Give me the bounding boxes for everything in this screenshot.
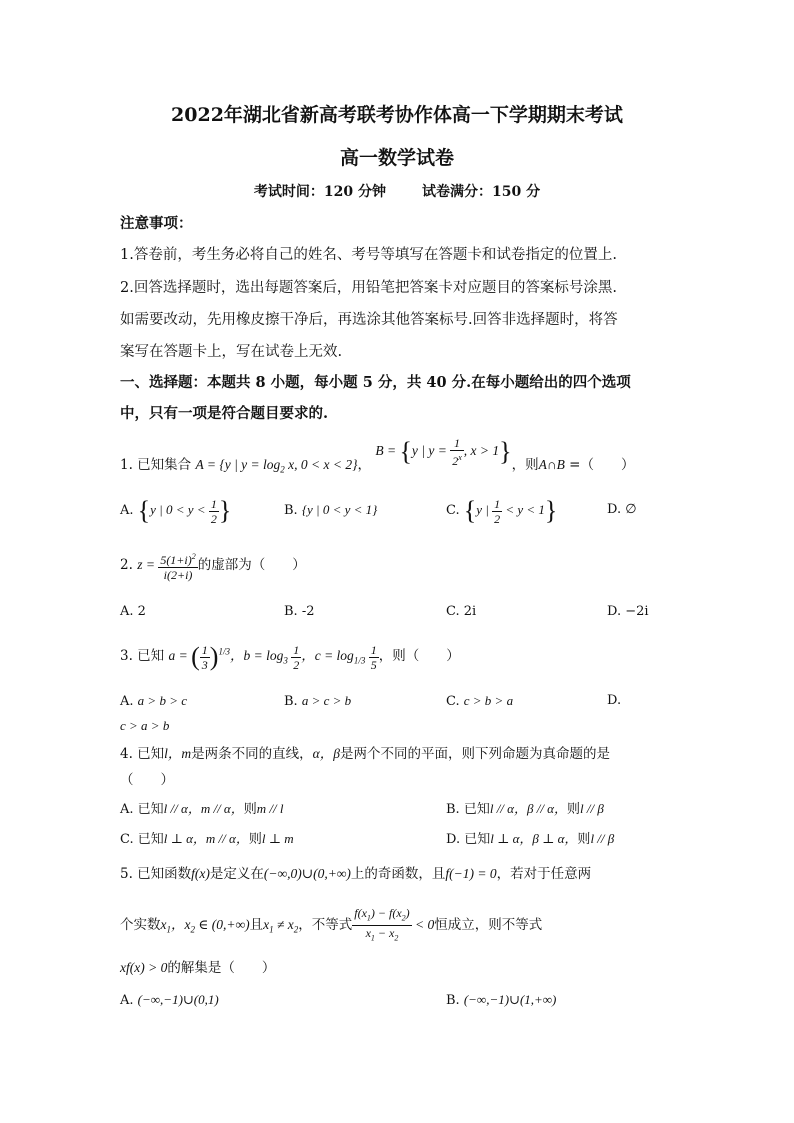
question-1: 1. 已知集合 A = {y | $y = \log_2 x$, 0 < x < 2}， B = {y | y = $\frac{1}{2^x}$ , x > 1}，则A∩B =（ ） [120, 436, 635, 475]
q4-option-a: A. 已知l // α，m // α，则m // l [120, 801, 284, 817]
q4-option-d: D. 已知l ⊥ α，β ⊥ α，则l // β [446, 831, 615, 847]
q3-option-b: B. a > c > b [284, 693, 352, 709]
note-2c: 案写在答题卡上，写在试卷上无效. [120, 344, 343, 360]
q3-option-d-value: c > a > b [120, 718, 170, 733]
q1-option-c: C. {y | $\frac{1}{2}$ < y < 1} [446, 496, 558, 526]
section1-line2: 中，只有一项是符合题目要求的. [120, 405, 329, 422]
exam-time: 考试时间：120 分钟 [253, 184, 386, 200]
q2-option-a: A. 2 [120, 604, 146, 619]
note-1: 1.答卷前，考生务必将自己的姓名、考号等填写在答题卡和试卷指定的位置上. [120, 247, 617, 263]
q2-option-c: C. 2i [446, 604, 477, 619]
question-5: 5. 已知函数f(x)是定义在(−∞,0)∪(0,+∞)上的奇函数，且f(−1) = 0，若对于任意两 [120, 866, 592, 882]
question-4-tail: （ ） [120, 772, 174, 788]
notes-heading: 注意事项： [120, 215, 193, 232]
question-5-line3: xf(x) > 0的解集是（ ） [120, 960, 276, 976]
question-4: 4. 已知l，m是两条不同的直线，α，β是两个不同的平面，则下列命题为真命题的是 [120, 746, 610, 762]
q1-option-a: A. {y | 0 < y < $\frac{1}{2}$ } [120, 496, 232, 526]
question-5-line2: 个实数$x_1$，$x_2$ ∈ (0,+∞)且$x_1 \ne x_2$，不等式 $\frac{f(x_1) - f(x_2)}{x_1 - x_2}$ < 0恒成立，则不等式 [120, 906, 543, 943]
q1-option-d: D. ∅ [607, 502, 637, 517]
q3-option-d: D. [607, 693, 622, 708]
q3-option-c: C. c > b > a [446, 693, 514, 709]
q2-option-d: D. −2i [607, 604, 649, 619]
q4-option-c: C. 已知l ⊥ α，m // α，则l ⊥ m [120, 831, 294, 847]
set-b-expr: B = {y | y = $\frac{1}{2^x}$ , x > 1} [375, 436, 512, 468]
set-a-expr: A = {y | $y = \log_2 x$, 0 < x < 2} [195, 457, 358, 475]
q1-option-b: B. {y | 0 < y < 1} [284, 502, 378, 518]
complex-expr: z = $\frac{5(1+i)^2}{i(2+i)}$ [137, 552, 196, 582]
q3-option-a: A. a > b > c [120, 693, 187, 709]
q4-option-b: B. 已知l // α，β // α，则l // β [446, 801, 604, 817]
abc-definitions: a = ( $\frac{1}{3}$ )$^{1/3}$，$b = \log_3$ $\frac{1}{2}$ ，$c = \log_{1/3}$ $\frac{1}{5}$ [168, 642, 377, 672]
note-2a: 2.回答选择题时，选出每题答案后，用铅笔把答案卡对应题目的答案标号涂黑. [120, 280, 617, 296]
q5-option-b: B. (−∞,−1)∪(1,+∞) [446, 992, 557, 1008]
q5-option-a: A. (−∞,−1)∪(0,1) [120, 992, 219, 1008]
note-2b: 如需要改动，先用橡皮擦干净后，再选涂其他答案标号.回答非选择题时，将答 [120, 312, 618, 328]
exam-subtitle: 高一数学试卷 [339, 147, 454, 169]
question-2: 2. z = $\frac{5(1+i)^2}{i(2+i)}$ 的虚部为（ ） [120, 552, 306, 582]
section1-line1: 一、选择题：本题共 8 小题，每小题 5 分，共 40 分.在每小题给出的四个选项 [120, 374, 631, 391]
question-3: 3. 已知 a = ( $\frac{1}{3}$ )$^{1/3}$，$b = \log_3$ $\frac{1}{2}$ ，$c = \log_{1/3}$ $\frac{1}{5}$ ，则（ ） [120, 642, 460, 672]
exam-title: 2022年湖北省新高考联考协作体高一下学期期末考试 [171, 104, 623, 126]
q2-option-b: B. -2 [284, 604, 315, 619]
exam-score: 试卷满分：150 分 [422, 184, 541, 200]
exam-info [0, 181, 794, 201]
